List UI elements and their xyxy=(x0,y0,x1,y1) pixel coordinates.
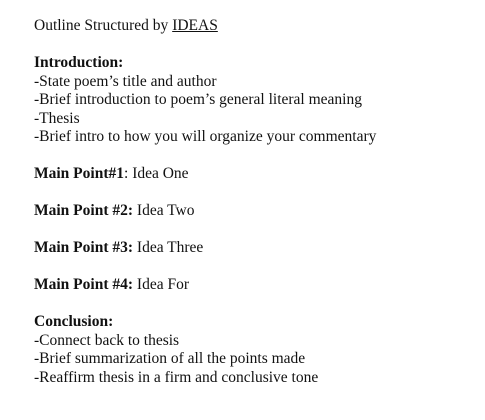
introduction-heading: Introduction: xyxy=(34,54,124,71)
main-point-1 xyxy=(34,165,474,184)
introduction-item-1: -State poem’s title and author xyxy=(34,72,217,90)
main-point-4-text: Idea For xyxy=(136,276,189,293)
spacer xyxy=(34,184,474,203)
conclusion-item-2: -Brief summarization of all the points made xyxy=(34,350,306,367)
main-point-1-text: Idea One xyxy=(132,165,189,182)
ideas-link[interactable]: IDEAS xyxy=(172,17,218,34)
conclusion-heading: Conclusion: xyxy=(34,313,114,330)
main-point-4 xyxy=(34,276,474,295)
introduction-item-2: -Brief introduction to poem’s general literal meaning xyxy=(34,91,362,108)
main-point-1-label: Main Point#1 xyxy=(34,165,124,182)
main-point-3-label: Main Point #3: xyxy=(34,239,134,256)
spacer xyxy=(34,221,474,240)
spacer xyxy=(34,295,474,314)
spacer xyxy=(34,258,474,277)
main-point-2-label: Main Point #2: xyxy=(34,202,134,219)
main-point-2 xyxy=(34,202,474,221)
main-point-4-label: Main Point #4: xyxy=(34,276,134,293)
outline-title-prefix: Outline Structured by xyxy=(34,17,169,34)
spacer xyxy=(34,36,474,55)
main-point-1-separator: : xyxy=(124,165,133,182)
main-point-3-text: Idea Three xyxy=(136,239,204,256)
conclusion-item-3: -Reaffirm thesis in a firm and conclusive tone xyxy=(34,368,319,386)
outline-document xyxy=(34,17,474,387)
spacer xyxy=(34,147,474,166)
main-point-2-text: Idea Two xyxy=(136,202,195,219)
main-point-3 xyxy=(34,239,474,258)
introduction-item-4: -Brief intro to how you will organize your commentary xyxy=(34,128,377,145)
conclusion-item-1: -Connect back to thesis xyxy=(34,331,180,349)
introduction-item-3: -Thesis xyxy=(34,109,80,127)
outline-title xyxy=(34,17,474,36)
